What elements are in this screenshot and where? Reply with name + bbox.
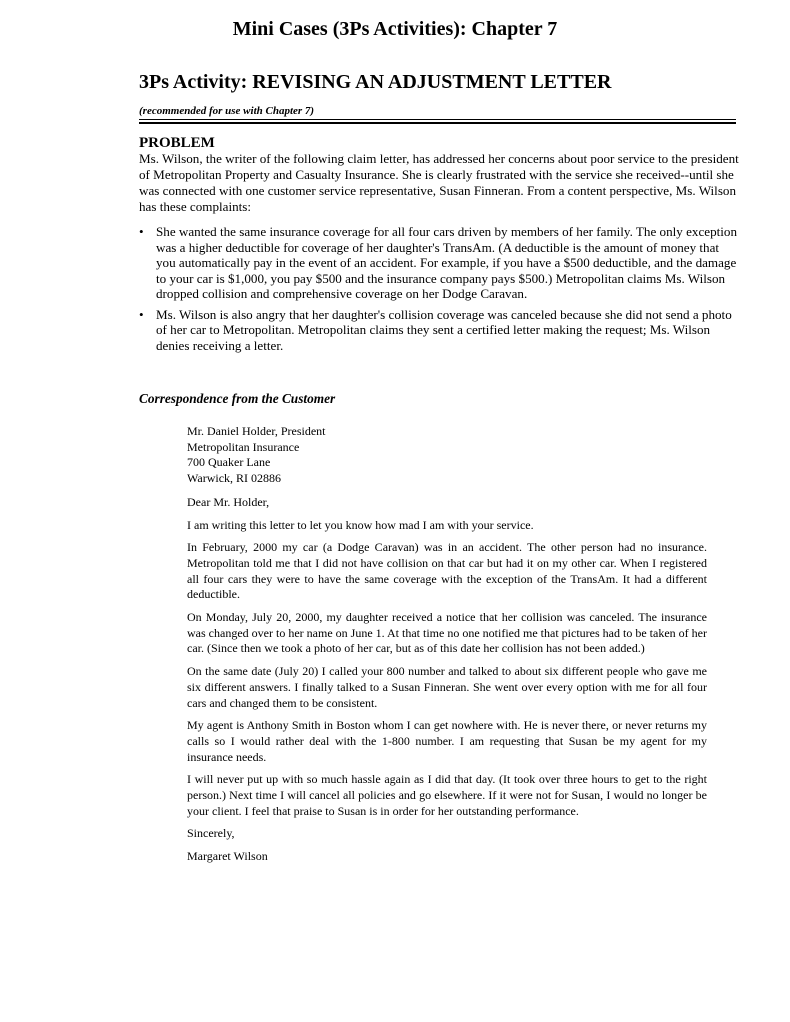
correspondence-heading: Correspondence from the Customer <box>139 391 336 406</box>
customer-letter <box>187 424 707 872</box>
recommended-note: (recommended for use with Chapter 7) <box>139 105 315 117</box>
address-line: 700 Quaker Lane <box>187 455 271 470</box>
complaint-list <box>139 224 739 358</box>
bullet-icon: • <box>139 224 144 239</box>
address-line: Warwick, RI 02886 <box>187 471 282 486</box>
letter-signature: Margaret Wilson <box>187 849 268 864</box>
letter-paragraph: I am writing this letter to let you know how mad I am with your service. <box>187 517 534 532</box>
page-title: Mini Cases (3Ps Activities): Chapter 7 <box>232 18 558 40</box>
divider-thin <box>139 119 736 120</box>
problem-heading: PROBLEM <box>139 135 215 151</box>
letter-paragraph: In February, 2000 my car (a Dodge Caravan) was in an accident. The other person had no insurance. Metropolitan told me that I did not have collision on that car but had it on my other car. When I registered all four cars they were to have the same coverage with the exception of the TransAm. It had a different deductible. <box>187 540 707 602</box>
letter-address <box>187 424 707 487</box>
divider-thick <box>139 122 736 124</box>
address-line: Mr. Daniel Holder, President <box>187 424 326 438</box>
address-line: Metropolitan Insurance <box>187 439 300 454</box>
activity-title: 3Ps Activity: REVISING AN ADJUSTMENT LETTER <box>139 71 612 93</box>
letter-paragraph: On Monday, July 20, 2000, my daughter received a notice that her collision was canceled. The insurance was changed over to her name on June 1. At that time no one notified me that pictures had to be taken of her car. (Since then we took a photo of her car, but as of this date her collision has not been added.) <box>187 610 707 656</box>
list-item <box>139 224 739 302</box>
letter-paragraph: I will never put up with so much hassle again as I did that day. (It took over three hours to get to the right person.) Next time I will cancel all policies and go elsewhere. If it were not for Susan, I would no longer be your client. I feel that praise to Susan is in order for her outstanding performance. <box>187 772 707 818</box>
letter-salutation: Dear Mr. Holder, <box>187 494 270 509</box>
problem-intro: Ms. Wilson, the writer of the following claim letter, has addressed her concerns about poor service to the president of Metropolitan Property and Casualty Insurance. She is clearly frustrated with the service she received--until she was connected with one customer service representative, Susan Finneran. From a content perspective, Ms. Wilson has these complaints: <box>139 151 739 214</box>
list-item <box>139 307 739 354</box>
complaint-text: She wanted the same insurance coverage for all four cars driven by members of her family. The only exception was a higher deductible for coverage of her daughter's TransAm. (A deductible is the amount of money that you automatically pay in the event of an accident. For example, if you have a $500 deductible, and the damage to your car is $1,000, you pay $500 and the insurance company pays $500.) Metropolitan claims Ms. Wilson dropped collision and comprehensive coverage on her Dodge Caravan. <box>156 224 738 301</box>
letter-paragraph: On the same date (July 20) I called your 800 number and talked to about six different people who gave me six different answers. I finally talked to a Susan Finneran. She went over every option with me for all four cars and changed them to be consistent. <box>187 664 707 710</box>
letter-paragraph: My agent is Anthony Smith in Boston whom I can get nowhere with. He is never there, or never returns my calls so I would rather deal with the 1-800 number. I am requesting that Susan be my agent for my insurance needs. <box>187 718 707 764</box>
complaint-text: Ms. Wilson is also angry that her daughter's collision coverage was canceled because she did not send a photo of her car to Metropolitan. Metropolitan claims they sent a certified letter making the request; Ms. Wilson denies receiving a letter. <box>156 306 732 353</box>
letter-closing: Sincerely, <box>187 826 235 841</box>
bullet-icon: • <box>139 306 144 322</box>
